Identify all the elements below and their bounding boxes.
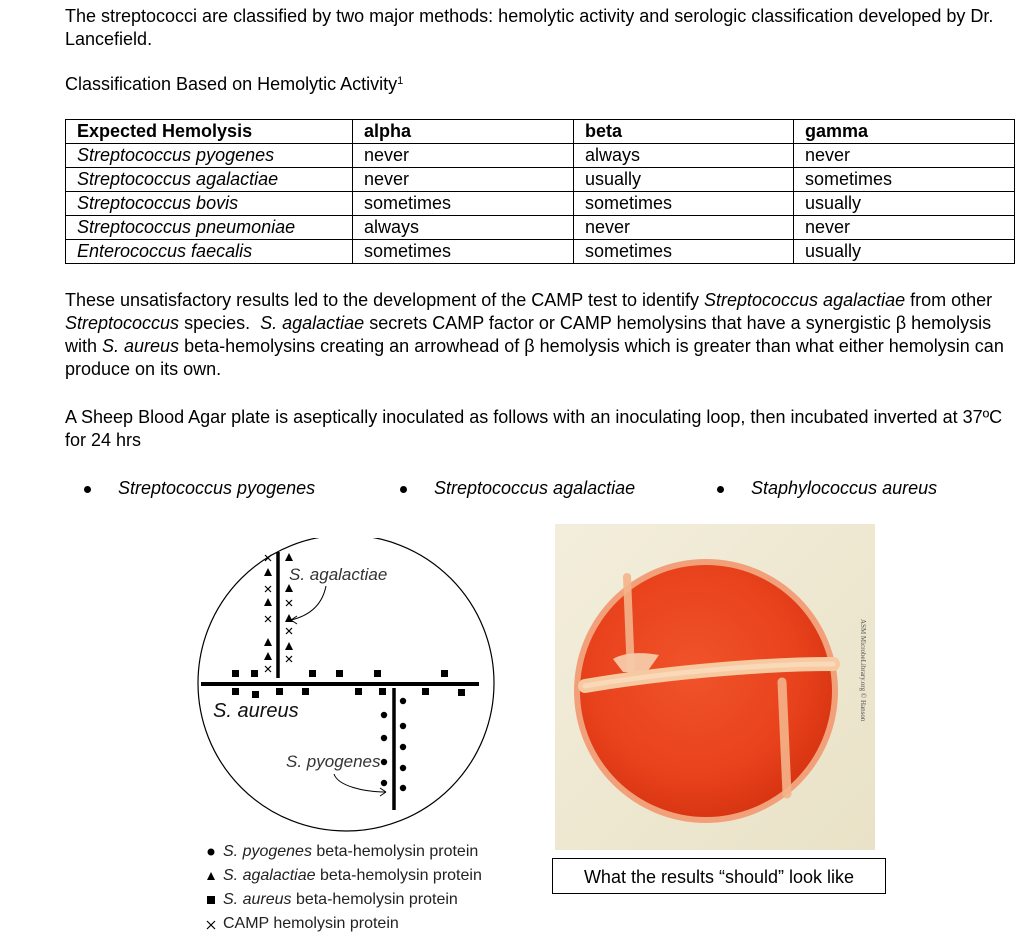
circle-marker-icon [381, 780, 387, 786]
classification-heading [65, 73, 403, 96]
circle-symbol-icon [206, 840, 220, 864]
alpha-cell: never [353, 144, 574, 168]
bullet-item [118, 478, 315, 499]
camp-italic-1: Streptococcus agalactiae [704, 290, 906, 310]
circle-marker-icon [381, 712, 387, 718]
table-row [66, 192, 1015, 216]
legend-text: beta-hemolysin protein [295, 891, 458, 908]
camp-text-3: species. [179, 313, 261, 333]
alpha-cell: sometimes [353, 192, 574, 216]
legend-organism: S. aureus [223, 891, 292, 908]
square-marker-icon [232, 688, 239, 695]
square-marker-icon [232, 670, 239, 677]
triangle-symbol-icon [206, 864, 220, 888]
bullet-text: Streptococcus agalactiae [434, 478, 636, 498]
circle-marker-icon [400, 765, 406, 771]
square-marker-icon [374, 670, 381, 677]
hemolysis-table [65, 119, 1015, 264]
square-marker-icon [276, 688, 283, 695]
gamma-cell: usually [794, 240, 1015, 264]
legend-organism: S. agalactiae [223, 867, 316, 884]
legend-text: CAMP hemolysin protein [223, 915, 399, 932]
bullet-text: Staphylococcus aureus [751, 478, 938, 498]
square-marker-icon [441, 670, 448, 677]
bullet-text: Streptococcus pyogenes [118, 478, 316, 498]
camp-test-diagram [196, 538, 502, 834]
table-row [66, 168, 1015, 192]
square-marker-icon [458, 689, 465, 696]
circle-marker-icon [400, 698, 406, 704]
organism-cell: Streptococcus agalactiae [66, 168, 353, 192]
photo-credit: ASM MicrobeLibrary.org © Hanson [859, 619, 867, 722]
beta-cell: never [574, 216, 794, 240]
header-expected-hemolysis: Expected Hemolysis [66, 120, 353, 144]
square-marker-icon [422, 688, 429, 695]
square-marker-icon [309, 670, 316, 677]
camp-text-2: from other [905, 290, 993, 310]
circle-marker-icon [381, 759, 387, 765]
square-marker-icon [336, 670, 343, 677]
bullet-dot-icon [717, 486, 724, 493]
bullet-dot-icon [400, 486, 407, 493]
square-marker-icon [251, 670, 258, 677]
beta-cell: sometimes [574, 192, 794, 216]
inoculation-paragraph: A Sheep Blood Agar plate is aseptically inoculated as follows with an inoculating loop, then incubated inverted at 37ºC for 24 hrs [65, 407, 1003, 450]
label-aureus: S. aureus [213, 700, 299, 722]
gamma-cell: never [794, 144, 1015, 168]
legend-item [206, 840, 482, 864]
beta-cell: sometimes [574, 240, 794, 264]
table-header-row [66, 120, 1015, 144]
table-row [66, 216, 1015, 240]
camp-italic-2: Streptococcus [65, 313, 180, 333]
organism-cell: Streptococcus bovis [66, 192, 353, 216]
bullet-item [751, 478, 937, 499]
legend-item [206, 864, 482, 888]
square-marker-icon [379, 688, 386, 695]
legend-item [206, 888, 482, 912]
circle-marker-icon [381, 735, 387, 741]
gamma-cell: sometimes [794, 168, 1015, 192]
bullet-item [434, 478, 635, 499]
blood-agar-photo [555, 524, 875, 850]
square-marker-icon [355, 688, 362, 695]
header-alpha: alpha [353, 120, 574, 144]
camp-paragraph [65, 289, 1020, 381]
diagram-legend [206, 840, 482, 936]
label-pyogenes: S. pyogenes [286, 752, 381, 771]
footnote-marker: 1 [397, 75, 404, 87]
camp-text-1: These unsatisfactory results led to the development of the CAMP test to identify [65, 290, 704, 310]
table-row [66, 240, 1015, 264]
circle-marker-icon [400, 744, 406, 750]
beta-cell: usually [574, 168, 794, 192]
camp-text-5: beta-hemolysins creating an arrowhead of β hemolysis which is greater than what either hemolysin can produce on its own. [65, 336, 1004, 379]
table-row [66, 144, 1015, 168]
circle-marker-icon [400, 785, 406, 791]
gamma-cell: usually [794, 192, 1015, 216]
classification-heading-text: Classification Based on Hemolytic Activity [65, 74, 398, 94]
photo-pyogenes-streak [782, 682, 787, 794]
photo-caption-box: What the results “should” look like [552, 858, 886, 894]
bullet-dot-icon [84, 486, 91, 493]
camp-italic-4: S. aureus [102, 336, 180, 356]
circle-marker-icon [400, 723, 406, 729]
alpha-cell: always [353, 216, 574, 240]
camp-italic-3: S. agalactiae [260, 313, 365, 333]
header-beta: beta [574, 120, 794, 144]
organism-bullet-list [0, 478, 1024, 502]
alpha-cell: sometimes [353, 240, 574, 264]
camp-text-4: secrets CAMP factor or CAMP hemolysins that have a synergistic β hemolysis with [65, 313, 992, 356]
agar-surface [580, 565, 832, 817]
organism-cell: Streptococcus pneumoniae [66, 216, 353, 240]
legend-text: beta-hemolysin protein [319, 867, 482, 884]
intro-paragraph: The streptococci are classified by two major methods: hemolytic activity and serologic classification developed by Dr. Lancefield. [65, 6, 994, 49]
beta-cell: always [574, 144, 794, 168]
organism-cell: Streptococcus pyogenes [66, 144, 353, 168]
gamma-cell: never [794, 216, 1015, 240]
cross-symbol-icon [206, 912, 220, 936]
header-gamma: gamma [794, 120, 1015, 144]
square-marker-icon [302, 688, 309, 695]
square-symbol-icon [206, 888, 220, 912]
square-marker-icon [252, 691, 259, 698]
alpha-cell: never [353, 168, 574, 192]
organism-cell: Enterococcus faecalis [66, 240, 353, 264]
label-agalactiae: S. agalactiae [289, 565, 388, 584]
legend-item [206, 912, 482, 936]
legend-organism: S. pyogenes [223, 843, 312, 860]
legend-text: beta-hemolysin protein [316, 843, 479, 860]
